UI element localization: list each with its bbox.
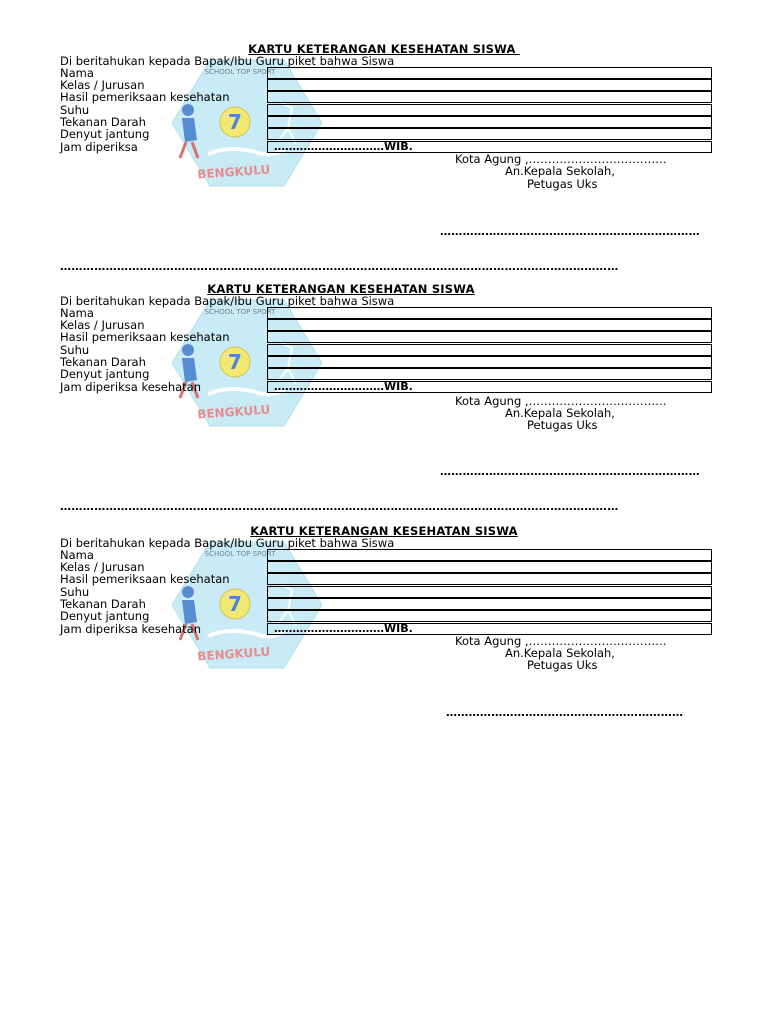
field-kelas-jurusan[interactable] <box>267 79 712 91</box>
health-card-1 <box>0 0 768 240</box>
label-suhu: Suhu <box>60 343 90 357</box>
intro-text: Di beritahukan kepada Bapak/Ibu Guru piket bahwa Siswa <box>60 54 395 68</box>
field-nama[interactable] <box>267 549 712 561</box>
label-jam-diperiksa: Jam diperiksa kesehatan <box>60 380 202 394</box>
logo-number: 7 <box>228 350 242 374</box>
label-nama: Nama <box>60 66 94 80</box>
label-suhu: Suhu <box>60 585 90 599</box>
label-denyut-jantung: Denyut jantung <box>60 609 150 623</box>
health-card-3 <box>0 482 768 722</box>
intro-text: Di beritahukan kepada Bapak/Ibu Guru piket bahwa Siswa <box>60 536 395 550</box>
card-title: KARTU KETERANGAN KESEHATAN SISWA <box>207 282 475 296</box>
field-tekanan-darah[interactable] <box>267 598 712 610</box>
signer-title: Petugas Uks <box>527 177 598 191</box>
field-kelas-jurusan[interactable] <box>267 319 712 331</box>
field-suhu[interactable] <box>267 104 712 116</box>
logo-bottom-text: BENGKULU <box>196 162 271 182</box>
field-hasil-pemeriksaan[interactable] <box>267 331 712 343</box>
field-tekanan-darah[interactable] <box>267 116 712 128</box>
time-fill: …………………………WIB. <box>274 140 413 153</box>
field-suhu[interactable] <box>267 586 712 598</box>
time-fill: …………………………WIB. <box>274 622 413 635</box>
logo-bottom-text: BENGKULU <box>196 402 271 422</box>
label-tekanan-darah: Tekanan Darah <box>60 355 146 369</box>
signer-role: An.Kepala Sekolah, <box>505 646 615 660</box>
logo-number: 7 <box>228 592 242 616</box>
label-tekanan-darah: Tekanan Darah <box>60 115 146 129</box>
intro-text: Di beritahukan kepada Bapak/Ibu Guru piket bahwa Siswa <box>60 294 395 308</box>
city-date: Kota Agung ,……………………………… <box>455 394 667 408</box>
health-card-2 <box>0 240 768 480</box>
signer-role: An.Kepala Sekolah, <box>505 406 615 420</box>
field-denyut-jantung[interactable] <box>267 368 712 380</box>
label-denyut-jantung: Denyut jantung <box>60 367 150 381</box>
logo-number: 7 <box>228 110 242 134</box>
signer-title: Petugas Uks <box>527 658 598 672</box>
logo-bottom-text: BENGKULU <box>196 644 271 664</box>
field-nama[interactable] <box>267 67 712 79</box>
city-date: Kota Agung ,……………………………… <box>455 152 667 166</box>
card-separator: ………………………………………………………………………………………………………………………………… <box>60 260 619 273</box>
time-fill: …………………………WIB. <box>274 380 413 393</box>
signature-line: ……………………………………………………… <box>446 706 684 719</box>
signer-title: Petugas Uks <box>527 418 598 432</box>
field-suhu[interactable] <box>267 344 712 356</box>
city-date: Kota Agung ,……………………………… <box>455 634 667 648</box>
card-title: KARTU KETERANGAN KESEHATAN SISWA <box>248 42 520 56</box>
label-jam-diperiksa: Jam diperiksa kesehatan <box>60 622 202 636</box>
signature-line: …………………………………………………………… <box>440 225 700 238</box>
field-denyut-jantung[interactable] <box>267 128 712 140</box>
field-hasil-pemeriksaan[interactable] <box>267 573 712 585</box>
label-kelas-jurusan: Kelas / Jurusan <box>60 318 145 332</box>
label-jam-diperiksa: Jam diperiksa <box>60 140 138 154</box>
field-jam-diperiksa[interactable] <box>267 381 712 393</box>
label-suhu: Suhu <box>60 103 90 117</box>
label-nama: Nama <box>60 306 94 320</box>
card-title: KARTU KETERANGAN KESEHATAN SISWA <box>250 524 518 538</box>
label-kelas-jurusan: Kelas / Jurusan <box>60 78 145 92</box>
logo-top-text: SCHOOL TOP SPORT <box>204 308 276 316</box>
logo-top-text: SCHOOL TOP SPORT <box>204 550 276 558</box>
field-nama[interactable] <box>267 307 712 319</box>
label-denyut-jantung: Denyut jantung <box>60 127 150 141</box>
label-tekanan-darah: Tekanan Darah <box>60 597 146 611</box>
signature-line: …………………………………………………………… <box>440 465 700 478</box>
logo-top-text: SCHOOL TOP SPORT <box>204 68 276 76</box>
field-tekanan-darah[interactable] <box>267 356 712 368</box>
signer-role: An.Kepala Sekolah, <box>505 164 615 178</box>
label-kelas-jurusan: Kelas / Jurusan <box>60 560 145 574</box>
label-hasil-pemeriksaan: Hasil pemeriksaan kesehatan <box>60 572 230 586</box>
field-kelas-jurusan[interactable] <box>267 561 712 573</box>
label-nama: Nama <box>60 548 94 562</box>
label-hasil-pemeriksaan: Hasil pemeriksaan kesehatan <box>60 90 230 104</box>
card-separator: ………………………………………………………………………………………………………………………………… <box>60 500 619 513</box>
field-hasil-pemeriksaan[interactable] <box>267 91 712 103</box>
label-hasil-pemeriksaan: Hasil pemeriksaan kesehatan <box>60 330 230 344</box>
field-denyut-jantung[interactable] <box>267 610 712 622</box>
